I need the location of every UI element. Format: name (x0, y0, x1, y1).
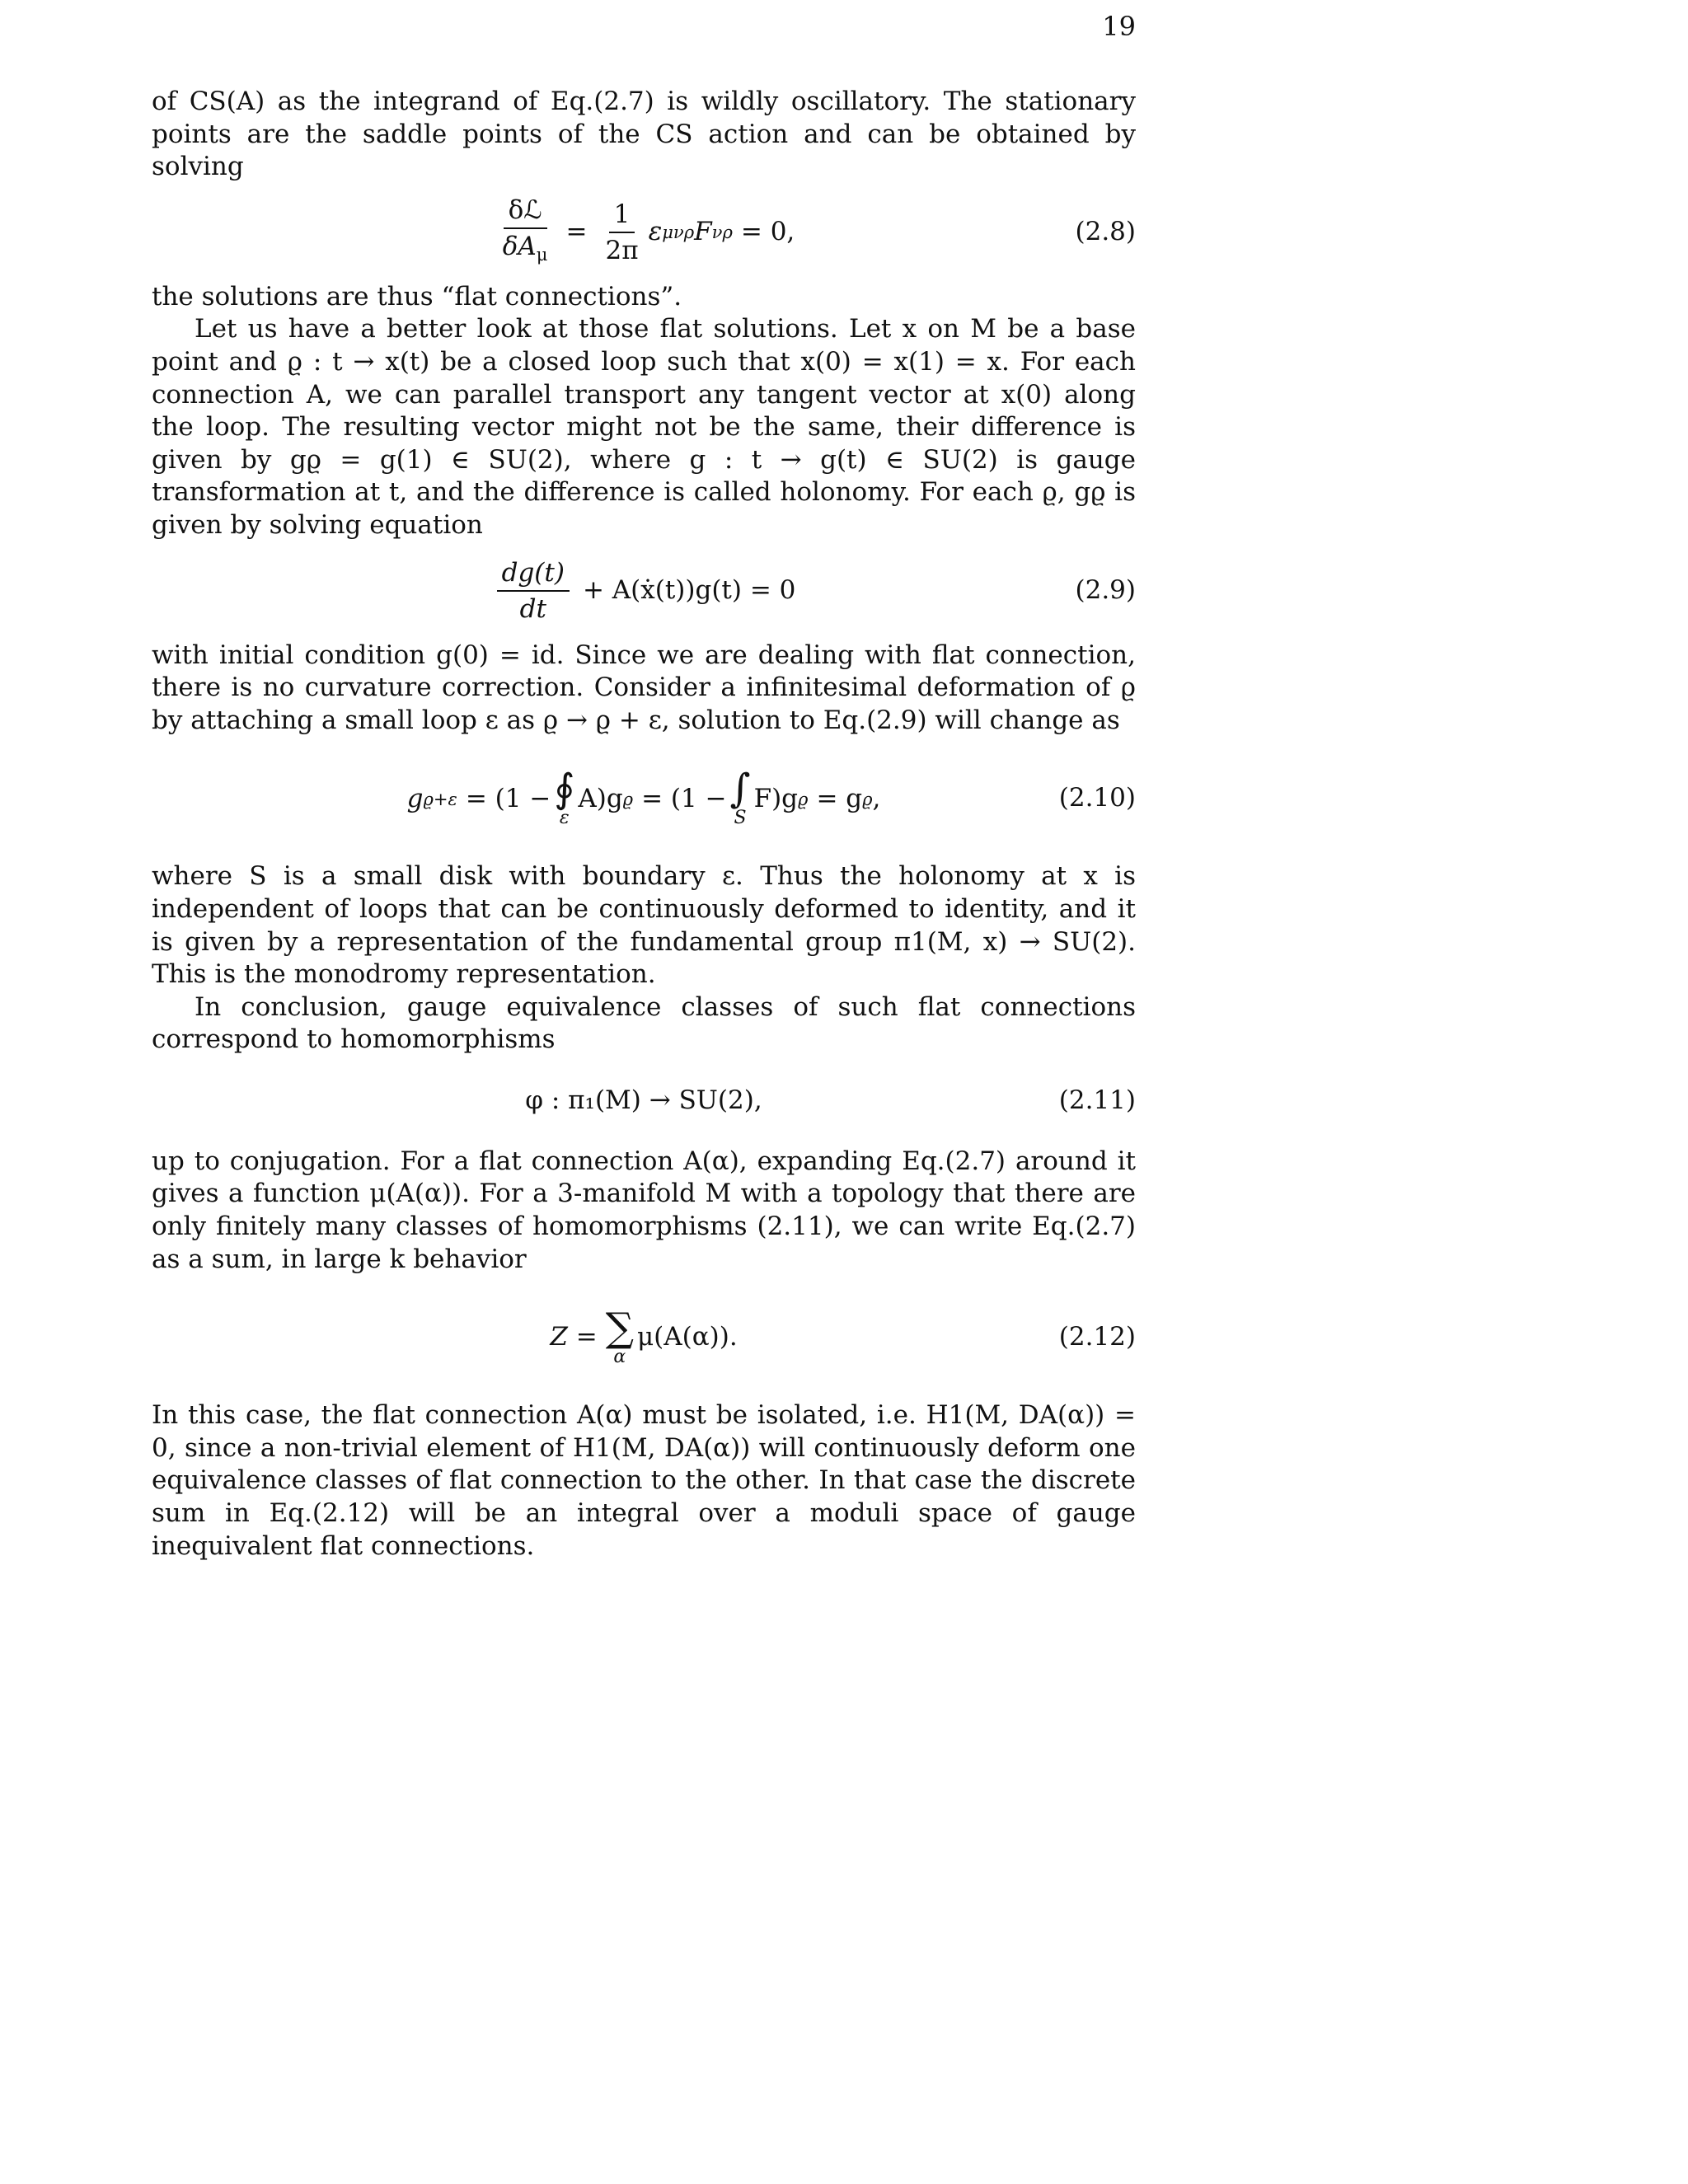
frac-delta-L (498, 194, 553, 270)
paragraph-6: In conclusion, gauge equivalence classes of such flat connections correspond to homomorphisms (152, 991, 1136, 1055)
equation-2-12 (152, 1276, 1136, 1399)
eq-part-5: = g (816, 783, 863, 813)
equation-label: (2.10) (1058, 783, 1136, 813)
contour-integral-limit: ε (559, 808, 570, 829)
surface-integral (729, 766, 751, 829)
frac-num: dg(t) (497, 557, 570, 592)
frac-den: dt (519, 593, 546, 624)
equation-label: (2.9) (1075, 574, 1136, 605)
g-sub: ϱ+ε (423, 788, 457, 809)
equation-2-8 (152, 184, 1136, 281)
equation-rest: + A(ẋ(t))g(t) = 0 (582, 574, 796, 605)
page-body (152, 86, 1136, 1563)
frac-num: 1 (609, 199, 635, 233)
g-symbol: g (406, 783, 424, 813)
epsilon-sup: μνρ (662, 221, 695, 242)
frac-one-over-two-pi (600, 199, 643, 266)
summation-limit: α (613, 1347, 626, 1368)
equation-lhs: Z = (550, 1322, 598, 1352)
paragraph-7: up to conjugation. For a flat connection A(α), expanding Eq.(2.7) around it gives a function μ(A(α)). For a 3-manifold M with a topology that there are only finitely many classes of homomorphisms (2.11), we can write Eq.(2.7) as a sum, in large k behavior (152, 1146, 1136, 1274)
eq-part-4: F)g (753, 783, 799, 813)
paragraph-2: the solutions are thus “flat connections”. (152, 281, 682, 312)
integral-sign: ∫ (729, 766, 751, 813)
g-sub-2: ϱ (622, 788, 634, 809)
summation-sign: ∑ (605, 1305, 634, 1352)
paragraph-8: In this case, the flat connection A(α) must be isolated, i.e. H1(M, DA(α)) = 0, since a non-trivial element of H1(M, DA(α)) will continuously deform one equivalence classes of flat connection to the other. In that case the discrete sum in Eq.(2.12) will be an integral over a moduli space of gauge inequivalent flat connections. (152, 1400, 1136, 1561)
eq-part-6: , (872, 783, 881, 813)
eq-part-2: A)g (578, 783, 623, 813)
den-sub: μ (536, 243, 548, 265)
paragraph-5: where S is a small disk with boundary ε. Thus the holonomy at x is independent of loops that can be continuously deformed to identity, and it is given by a representation of the fundamental group π1(M, x) → SU(2). This is the monodromy representation. (152, 861, 1136, 990)
equation-2-10 (152, 737, 1136, 860)
equation-2-9 (152, 542, 1136, 640)
eq-part-3: = (1 − (641, 783, 727, 813)
paragraph-3: Let us have a better look at those flat solutions. Let x on M be a base point and ϱ : t → x(t) be a closed loop such that x(0) = x(1) = x. For each connection A, we can parallel transport any tangent vector at x(0) along the loop. The resulting vector might not be the same, their difference is given by gϱ = g(1) ∈ SU(2), where g : t → g(t) ∈ SU(2) is gauge transformation at t, and the difference is called holonomy. For each ϱ, gϱ is given by solving equation (152, 314, 1136, 540)
frac-den: 2π (605, 235, 639, 265)
summation (605, 1305, 634, 1368)
eq-part-1: = (1 − (465, 783, 551, 813)
equation-rhs: μ(A(α)). (636, 1322, 738, 1352)
epsilon-symbol: ε (648, 216, 663, 246)
equation-text: φ : π₁(M) → SU(2), (525, 1085, 762, 1116)
field-strength-sub: νρ (711, 221, 733, 242)
frac-num: δℒ (504, 194, 547, 229)
g-sub-3: ϱ (798, 788, 809, 809)
frac-dg-dt (497, 557, 570, 625)
integral-limit: S (734, 808, 747, 829)
contour-integral (554, 766, 575, 829)
equation-label: (2.12) (1058, 1322, 1136, 1352)
paragraph-4: with initial condition g(0) = id. Since we are dealing with flat connection, there is no curvature correction. Consider a infinitesimal deformation of ϱ by attaching a small loop ε as ϱ → ϱ + ε, solution to Eq.(2.9) will change as (152, 640, 1136, 735)
equation-label: (2.11) (1058, 1085, 1136, 1116)
den-text: δA (502, 231, 537, 261)
g-sub-4: ϱ (862, 788, 873, 809)
equation-rhs: = 0, (740, 216, 795, 246)
page-number: 19 (1102, 11, 1136, 42)
equation-label: (2.8) (1075, 216, 1136, 246)
frac-den (498, 229, 553, 270)
paragraph-1: of CS(A) as the integrand of Eq.(2.7) is wildly oscillatory. The stationary points are the saddle points of the CS action and can be obtained by solving (152, 87, 1136, 182)
equals-sign: = (565, 216, 588, 246)
contour-integral-sign: ∮ (554, 766, 575, 813)
equation-2-11 (152, 1057, 1136, 1146)
field-strength: F (694, 216, 712, 246)
